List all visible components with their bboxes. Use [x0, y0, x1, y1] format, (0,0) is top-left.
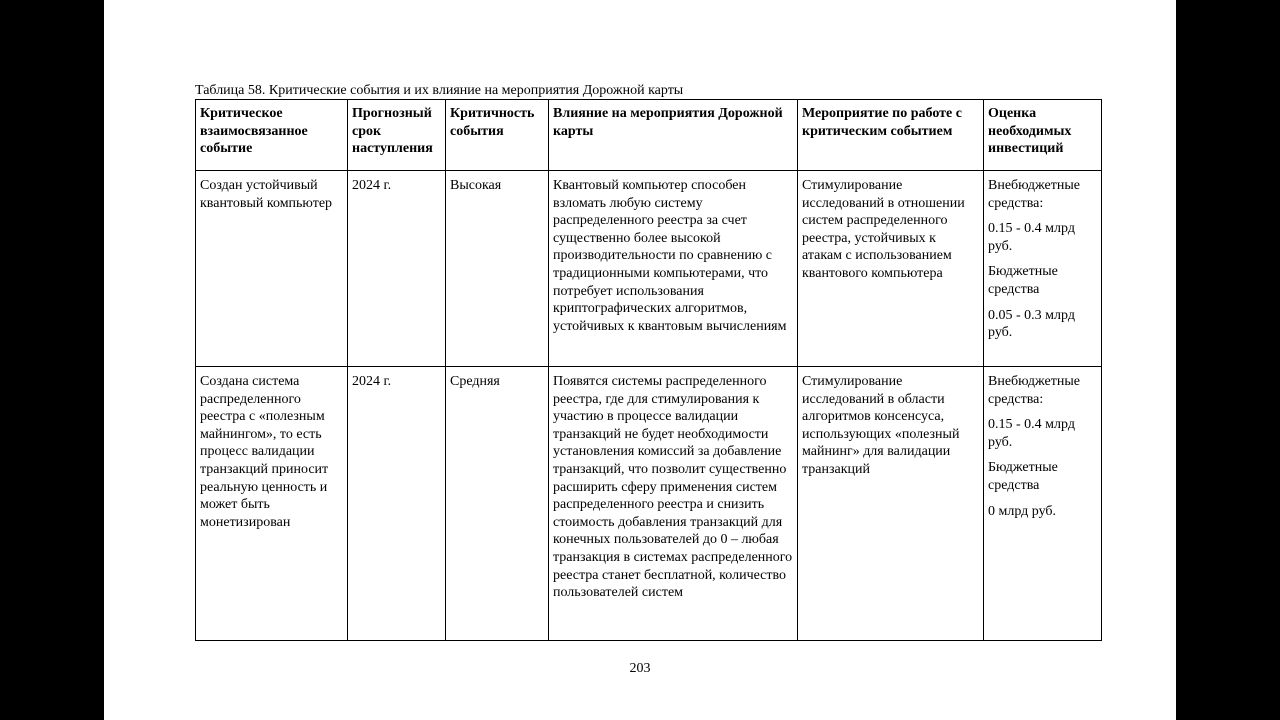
- header-impact: Влияние на мероприятия Дорожной карты: [549, 100, 798, 171]
- table-row: [196, 367, 1102, 641]
- header-investments: Оценка необходимых инвестиций: [984, 100, 1102, 171]
- table-row: [196, 171, 1102, 367]
- investment-line: 0.15 - 0.4 млрд руб.: [988, 417, 1075, 450]
- cell-impact: Квантовый компьютер способен взломать любую систему распределенного реестра за счет существенно более высокой производительности по сравнению с традиционными компьютерами, что потребует использования криптографических алгоритмов, устойчивых к квантовым вычислениям: [549, 171, 798, 367]
- cell-criticality: Средняя: [446, 367, 549, 641]
- page-number: 203: [629, 661, 651, 676]
- cell-criticality: Высокая: [446, 171, 549, 367]
- cell-impact: Появятся системы распределенного реестра, где для стимулирования к участию в процессе валидации транзакций не будет необходимости установления комиссий за добавление транзакций, что позволит существенно расширить сферу применения систем распределенного реестра и снизить стоимость добавления транзакций для конечных пользователей до 0 – любая транзакция в системах распределенного реестра станет бесплатной, количество пользователей систем: [549, 367, 798, 641]
- header-event: Критическое взаимосвязанное событие: [196, 100, 348, 171]
- investment-line: Внебюджетные средства:: [988, 178, 1080, 211]
- investment-line: 0.15 - 0.4 млрд руб.: [988, 221, 1075, 254]
- header-criticality: Критичность события: [446, 100, 549, 171]
- cell-measure: Стимулирование исследований в отношении систем распределенного реестра, устойчивых к атакам с использованием квантового компьютера: [798, 171, 984, 367]
- header-term: Прогнозный срок наступления: [348, 100, 446, 171]
- investment-line: Бюджетные средства: [988, 264, 1058, 297]
- investment-line: Внебюджетные средства:: [988, 374, 1080, 407]
- table-caption: Таблица 58. Критические события и их влияние на мероприятия Дорожной карты: [195, 83, 684, 98]
- cell-investments: [984, 367, 1102, 641]
- investment-line: Бюджетные средства: [988, 460, 1058, 493]
- document-page: [104, 0, 1176, 720]
- investment-line: 0 млрд руб.: [988, 503, 1057, 519]
- cell-term: 2024 г.: [348, 367, 446, 641]
- cell-investments: [984, 171, 1102, 367]
- table-header-row: [196, 100, 1102, 171]
- critical-events-table: [195, 99, 1102, 641]
- cell-event: Создана система распределенного реестра с «полезным майнингом», то есть процесс валидации транзакций приносит реальную ценность и может быть монетизирован: [196, 367, 348, 641]
- cell-event: Создан устойчивый квантовый компьютер: [196, 171, 348, 367]
- header-measure: Мероприятие по работе с критическим событием: [798, 100, 984, 171]
- investment-line: 0.05 - 0.3 млрд руб.: [988, 307, 1075, 341]
- cell-term: 2024 г.: [348, 171, 446, 367]
- cell-measure: Стимулирование исследований в области алгоритмов консенсуса, использующих «полезный майнинг» для валидации транзакций: [798, 367, 984, 641]
